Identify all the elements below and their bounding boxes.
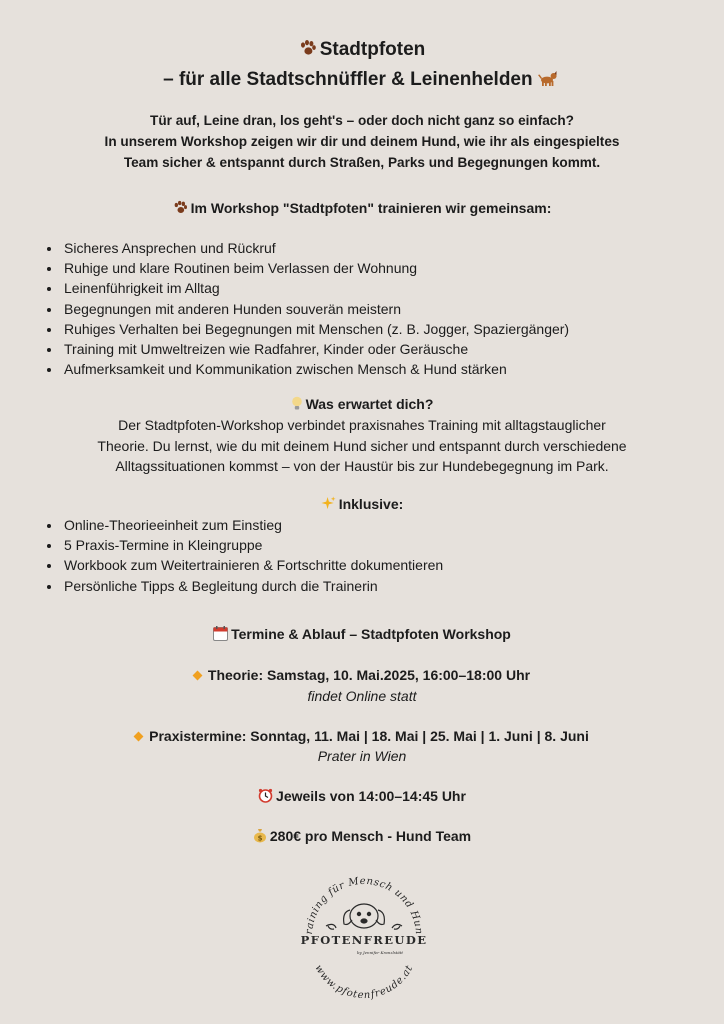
list-item: • Leinenführigkeit im Alltag bbox=[62, 278, 569, 298]
price-line bbox=[0, 826, 724, 848]
intro-line-3: Team sicher & entspannt durch Straßen, Parks und Begegnungen kommt. bbox=[123, 155, 601, 170]
schedule-heading-text: Termine & Ablauf – Stadtpfoten Workshop bbox=[231, 626, 511, 642]
paw-icon bbox=[173, 200, 188, 218]
logo-byline: by Jennifer Kranzlstätt bbox=[356, 950, 404, 955]
expect-line-3: Alltagssituationen kommst – von der Haustür bis zur Hundebegegnung im Park. bbox=[115, 458, 609, 474]
intro-line-2: In unserem Workshop zeigen wir dir und deinem Hund, wie ihr als eingespieltes bbox=[104, 134, 620, 149]
expect-heading-text: Was erwartet dich? bbox=[305, 396, 434, 412]
expect-line-2: Theorie. Du lernst, wie du mit deinem Hund sicher und entspannt durch verschiedene bbox=[97, 437, 627, 454]
intro-text bbox=[40, 110, 684, 173]
alarm-clock-icon bbox=[258, 788, 273, 808]
expect-heading bbox=[0, 396, 724, 414]
money-bag-icon bbox=[253, 828, 267, 848]
practice-line bbox=[0, 726, 724, 746]
pfotenfreude-logo bbox=[296, 866, 432, 1002]
list-item: • Ruhige und klare Routinen beim Verlassen der Wohnung bbox=[62, 258, 569, 278]
time-text: Jeweils von 14:00–14:45 Uhr bbox=[276, 788, 466, 804]
calendar-icon bbox=[213, 626, 228, 644]
lightbulb-icon bbox=[291, 396, 303, 414]
schedule-heading bbox=[0, 626, 724, 644]
logo-arc-top: raining für Mensch und Hun bbox=[303, 875, 425, 936]
expect-line-1: Der Stadtpfoten-Workshop verbindet praxisnahes Training mit alltagstauglicher bbox=[118, 417, 606, 433]
list-item: • Ruhiges Verhalten bei Begegnungen mit Menschen (z. B. Jogger, Spaziergänger) bbox=[62, 319, 569, 339]
theory-note: findet Online statt bbox=[307, 688, 417, 704]
logo-brand: PFOTENFREUDE bbox=[300, 933, 428, 947]
list-item: • Sicheres Ansprechen und Rückruf bbox=[62, 238, 569, 258]
dog-icon bbox=[538, 68, 558, 96]
logo-arc-bottom: www.pfotenfreude.at bbox=[312, 963, 416, 1002]
dog-face-icon bbox=[326, 904, 402, 929]
practice-text: Praxistermine: Sonntag, 11. Mai | 18. Mai | 25. Mai | 1. Juni | 8. Juni bbox=[149, 728, 589, 744]
intro-line-1: Tür auf, Leine dran, los geht's – oder doch nicht ganz so einfach? bbox=[150, 113, 574, 128]
sparkles-icon bbox=[321, 496, 336, 514]
time-line bbox=[0, 786, 724, 808]
list-item: • Persönliche Tipps & Begleitung durch die Trainerin bbox=[62, 576, 443, 596]
expect-paragraph bbox=[30, 415, 694, 477]
paw-icon bbox=[299, 38, 317, 66]
list-item: • Workbook zum Weitertrainieren & Fortschritte dokumentieren bbox=[62, 555, 443, 575]
svg-text:www.pfotenfreude.at bbox=[312, 963, 415, 1001]
list-item: • Training mit Umweltreizen wie Radfahrer, Kinder oder Geräusche bbox=[62, 339, 569, 359]
training-heading bbox=[0, 200, 724, 218]
list-item: • Online-Theorieeinheit zum Einstieg bbox=[62, 515, 443, 535]
page-title bbox=[0, 36, 724, 96]
included-heading-text: Inklusive: bbox=[338, 496, 404, 512]
theory-line bbox=[0, 665, 724, 685]
title-line-2 bbox=[0, 66, 724, 96]
included-list bbox=[46, 515, 443, 596]
included-heading bbox=[0, 496, 724, 514]
diamond-icon bbox=[134, 732, 144, 742]
svg-text:Training für Mensch und Hund bbox=[296, 866, 424, 935]
practice-note: Prater in Wien bbox=[317, 748, 407, 764]
theory-text: Theorie: Samstag, 10. Mai.2025, 16:00–18:00 Uhr bbox=[207, 667, 531, 683]
list-item: • Aufmerksamkeit und Kommunikation zwischen Mensch & Hund stärken bbox=[62, 359, 569, 379]
svg-text:$: $ bbox=[257, 834, 263, 843]
title-text-2: – für alle Stadtschnüffler & Leinenhelden bbox=[163, 69, 533, 90]
title-text-1: Stadtpfoten bbox=[319, 39, 426, 60]
price-text: 280€ pro Mensch - Hund Team bbox=[269, 828, 472, 844]
list-item: • Begegnungen mit anderen Hunden souverän meistern bbox=[62, 299, 569, 319]
training-list bbox=[46, 238, 569, 379]
title-line-1 bbox=[0, 36, 724, 66]
training-heading-text: Im Workshop "Stadtpfoten" trainieren wir gemeinsam: bbox=[190, 200, 552, 216]
list-item: • 5 Praxis-Termine in Kleingruppe bbox=[62, 535, 443, 555]
diamond-icon bbox=[192, 671, 202, 681]
